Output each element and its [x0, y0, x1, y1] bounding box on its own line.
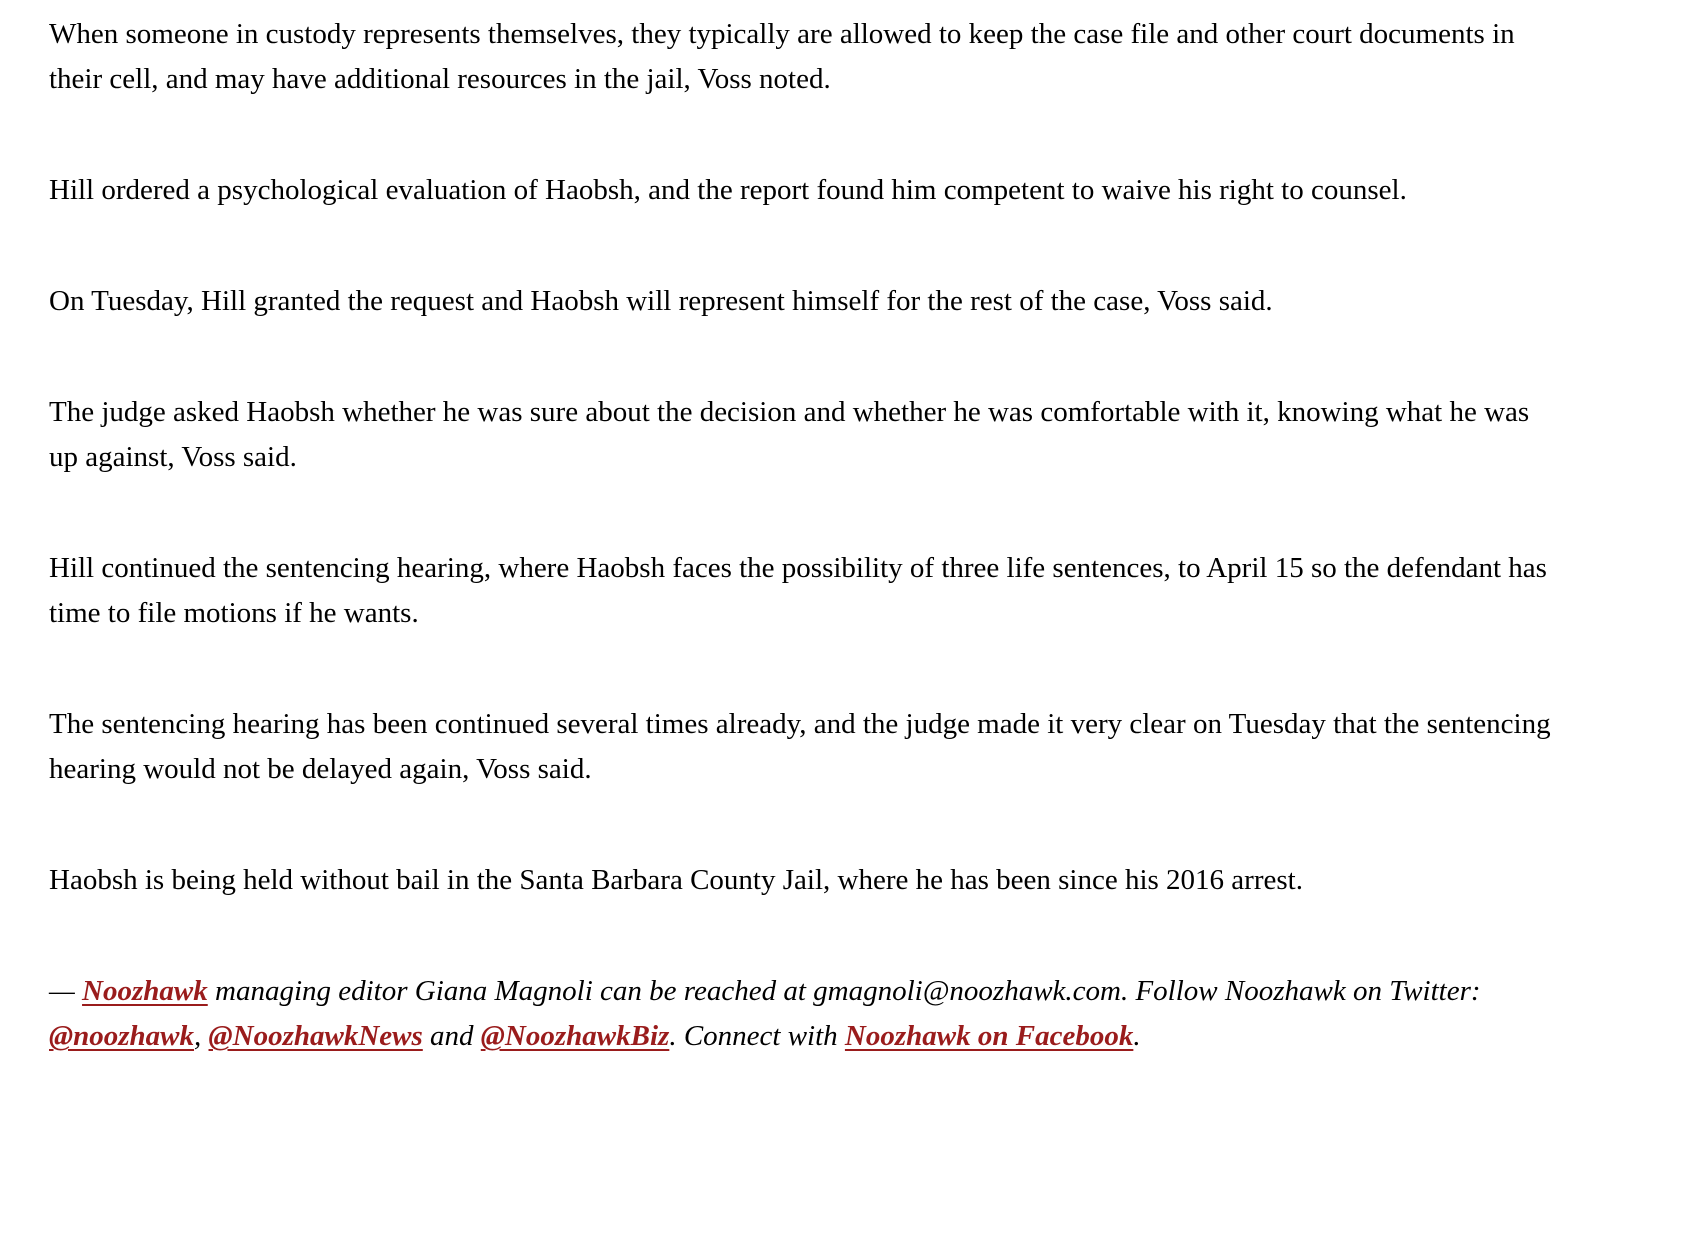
twitter-noozhawkbiz-link[interactable]: @NoozhawkBiz: [480, 1020, 670, 1052]
noozhawk-link[interactable]: Noozhawk: [82, 975, 208, 1007]
footer-paragraph: [49, 969, 1560, 1059]
footer-text: and: [422, 1020, 481, 1052]
twitter-noozhawknews-link[interactable]: @NoozhawkNews: [208, 1020, 423, 1052]
article-paragraph: The judge asked Haobsh whether he was sure about the decision and whether he was comfortable with it, knowing what he was up against, Voss said.: [49, 396, 1530, 473]
article-paragraph: When someone in custody represents themselves, they typically are allowed to keep the case file and other court documents in their cell, and may have additional resources in the jail, Voss noted.: [49, 18, 1515, 95]
article-paragraph: Haobsh is being held without bail in the Santa Barbara County Jail, where he has been since his 2016 arrest.: [49, 864, 1303, 896]
footer-text: ,: [194, 1020, 209, 1052]
footer-text: managing editor Giana Magnoli can be reached at gmagnoli@noozhawk.com. Follow Noozhawk on Twitter:: [207, 975, 1481, 1007]
footer-text: .: [1133, 1020, 1141, 1052]
facebook-noozhawk-link[interactable]: Noozhawk on Facebook: [844, 1020, 1134, 1052]
article-paragraph: Hill continued the sentencing hearing, where Haobsh faces the possibility of three life sentences, to April 15 so the defendant has time to file motions if he wants.: [49, 552, 1547, 629]
article-paragraph: The sentencing hearing has been continued several times already, and the judge made it very clear on Tuesday that the sentencing hearing would not be delayed again, Voss said.: [49, 708, 1551, 785]
article-paragraph: On Tuesday, Hill granted the request and Haobsh will represent himself for the rest of the case, Voss said.: [49, 285, 1273, 317]
footer-text: . Connect with: [669, 1020, 845, 1052]
twitter-noozhawk-link[interactable]: @noozhawk: [49, 1020, 195, 1052]
footer-text: —: [49, 975, 83, 1007]
article-paragraph: Hill ordered a psychological evaluation of Haobsh, and the report found him competent to waive his right to counsel.: [49, 174, 1407, 206]
